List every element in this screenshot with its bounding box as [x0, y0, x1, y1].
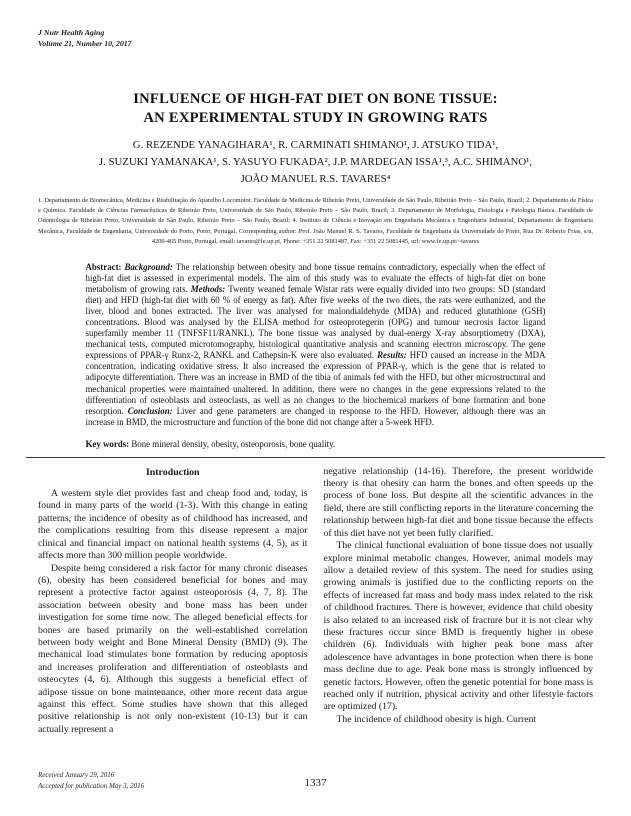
paragraph: The clinical functional evaluation of bone tissue does not usually explore minimal metabolic changes. However, animal models may allow a detailed review of this system. The need for studies using growing animals is justified due to the conflicting reports on the effects of increased fat mass and body mass index related to the risk of childhood fractures. There is however, evidence that child obesity is also related to an increased risk of fracture but it is not clear why these fractures occur since BMD is frequently higher in obese children (6). Individuals with higher peak bone mass after adolescence have advantages in bone protection when there is bone mass decline due to age. Peak bone mass is strongly influenced by genetic factors. However, often the genetic potential for bone mass is reached only if nutrition, physical activity and other lifestyle factors are optimized (17). — [323, 540, 593, 713]
paragraph: negative relationship (14-16). Therefore, the present worldwide theory is that obesity can harm the bones and often speeds up the process of bone loss. But despite all the scientific advances in the field, there are still conflicting reports in the literature concerning the relationship between high-fat diet and bone tissue because the effects of this diet have not yet been fully clarified. — [323, 465, 593, 539]
received-date: Received January 29, 2016 — [38, 771, 115, 779]
right-column — [324, 466, 594, 737]
keywords-block: Key words: Bone mineral density, obesity, osteoporosis, bone quality. — [85, 438, 336, 449]
paragraph: A western style diet provides fast and cheap food and, today, is found in many parts of the world (1-3). With this change in eating patterns, the incidence of obesity as of childhood has increased, and the complications resulting from this disease represent a major clinical and financial impact on national health systems (4, 5), as it affects more than 300 million people worldwide. — [38, 488, 308, 562]
journal-header — [38, 28, 593, 50]
journal-issue: Volume 21, Number 10, 2017 — [38, 38, 132, 48]
page-title — [38, 90, 593, 129]
left-column — [38, 466, 308, 737]
title-line-1: INFLUENCE OF HIGH-FAT DIET ON BONE TISSUE: — [133, 90, 498, 107]
abstract-block: Abstract: Background: The relationship between obesity and bone tissue remains contradictory, especially when the effect of high-fat diet is assessed in experimental models. The aim of this study was to evaluate the effects of high-fat diet on bone metabolism of growing rats. Methods: Twenty weaned female Wistar rats were equally divided into two groups: SD (standard diet) and HFD (high-fat diet with 60 % of energy as fat). After five weeks of the two diets, the rats were euthanized, and the liver, blood and bones extracted. The liver was analysed for malondialdehyde (MDA) and reduced glutathione (GSH) concentrations. Blood was analysed by the ELISA method for osteoprotegerin (OPG) and tumour necrosis factor ligand superfamily member 11 (TNFSF11/RANKL). The bone tissue was analysed by dual-energy X-ray absorptiometry (DXA), mechanical tests, computed microtomography, histological quantitative analysis and scanning electron microscopy. The gene expressions of PPAR-γ Runx-2, RANKL and Cathepsin-K were also evaluated. Results: HFD caused an increase in the MDA concentration, indicating oxidative stress. It also increased the expression of PPAR-γ, which is the gene that is related to adipocyte differentiation. There was an increase in BMD of the tibia of animals fed with the HFD, but other microstructural and mechanical properties were maintained unaltered. In addition, there were no changes in the gene expressions related to the differentiation of osteoblasts and osteoclasts, as well as no changes to the biochemical markers of bone formation and bone resorption. Conclusion: Liver and gene parameters are changed in response to the HFD. However, although there was an increase in BMD, the microstructure and function of the bone did not change after a 5-week HFD. — [85, 262, 546, 427]
journal-name: J Nutr Health Aging — [38, 28, 105, 37]
affiliations-block: 1. Departamento de Biomecânica, Medicina e Reabilitação do Aparelho Locomotor. Faculdade de Medicina de Ribeirão Preto, Universidade de São Paulo, Ribeirão Preto – São Paulo, Brazil; 2. Departamento de Física e Química. Faculdade de Ciências Farmacêuticas de Ribeirão Preto, Universidade de São Paulo, Ribeirão Preto – São Paulo, Brazil; 3. Departamento de Morfologia, Fisiologia e Patologia Básica. Faculdade de Odontologia de Ribeirão Preto, Universidade de São Paulo, Ribeirão Preto – São Paulo, Brazil; 4. Instituto de Ciência e Inovação em Engenharia Mecânica e Engenharia Industrial, Departamento de Engenharia Mecânica, Faculdade de Engenharia, Universidade do Porto, Porto, Portugal. Corresponding author: Prof. João Manuel R. S. Tavares, Faculdade de Engenharia da Universidade do Porto, Rua Dr. Roberto Frias, s/n, 4200-465 Porto, Portugal, email: tavares@fe.up.pt, Phone: +351 22 5081487, Fax: +351 22 5081445, url: www.fe.up.pt/~tavares — [38, 196, 593, 245]
paragraph: The incidence of childhood obesity is high. Current — [336, 713, 537, 725]
page-number: 1337 — [304, 777, 327, 789]
accepted-date: Accepted for publication May 3, 2016 — [38, 781, 145, 790]
author-line-1: G. REZENDE YANAGIHARA¹, R. CARMINATI SHIMANO¹, J. ATSUKO TIDA¹, — [132, 139, 499, 152]
title-line-2: AN EXPERIMENTAL STUDY IN GROWING RATS — [143, 110, 488, 127]
section-divider — [26, 457, 605, 458]
body-columns — [38, 466, 593, 737]
paragraph: Despite being considered a risk factor for many chronic diseases (6), obesity has been considered beneficial for bones and may represent a protective factor against osteoporosis (4, 7, 8). The association between obesity and bone mass has been under investigation for some time now. The alleged beneficial effects for bones are based primarily on the well-established correlation between body weight and Bone Mineral Density (BMD) (9). The mechanical load stimulates bone formation by reducing apoptosis and increases proliferation and differentiation of osteoblasts and osteocytes (4, 6). Although this suggests a beneficial effect of adipose tissue on bone maintenance, other more recent data argue against this effect. Some studies have shown that this alleged positive relationship is not only non-existent (10-13) but it can actually represent a — [38, 562, 308, 735]
author-line-2: J. SUZUKI YAMANAKA¹, S. YASUYO FUKADA², J.P. MARDEGAN ISSA¹,³, A.C. SHIMANO¹, — [98, 156, 533, 169]
section-heading-introduction: Introduction — [145, 466, 200, 478]
author-list — [38, 137, 593, 187]
page-footer — [38, 770, 593, 794]
author-line-3: JOÃO MANUEL R.S. TAVARES⁴ — [240, 172, 391, 185]
